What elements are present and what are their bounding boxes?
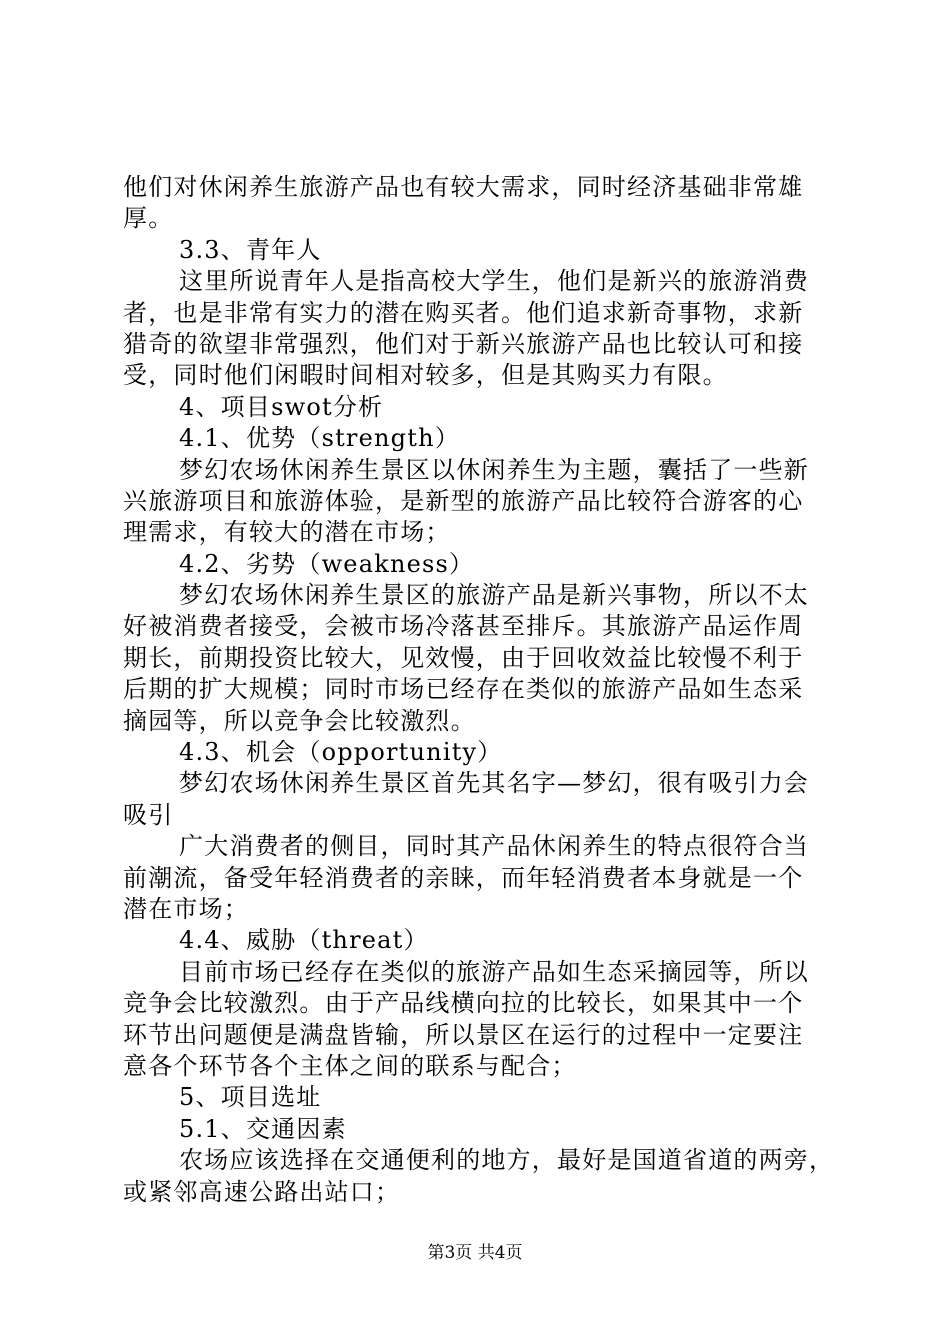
text-line: 期长，前期投资比较大，见效慢，由于回收效益比较慢不利于 [123,643,804,672]
text-line: 环节出问题便是满盘皆输，所以景区在运行的过程中一定要注 [123,1020,804,1049]
text-line: 摘园等，所以竞争会比较激烈。 [123,706,476,735]
text-line: 这里所说青年人是指高校大学生，他们是新兴的旅游消费 [179,267,809,296]
text-line: 意各个环节各个主体之间的联系与配合； [123,1051,577,1080]
text-line: 5.1、交通因素 [179,1114,347,1143]
text-line: 4.2、劣势（weakness） [179,549,475,578]
text-line: 4、项目swot分析 [179,392,384,421]
text-line: 好被消费者接受，会被市场冷落甚至排斥。其旅游产品运作周 [123,612,804,641]
text-line: 他们对休闲养生旅游产品也有较大需求，同时经济基础非常雄 [123,173,804,201]
text-line: 梦幻农场休闲养生景区首先其名字—梦幻，很有吸引力会 [179,769,809,798]
text-line: 前潮流，备受年轻消费者的亲睐，而年轻消费者本身就是一个 [123,863,804,892]
text-line: 受，同时他们闲暇时间相对较多，但是其购买力有限。 [123,361,728,390]
text-line: 4.3、机会（opportunity） [179,738,503,767]
text-line: 后期的扩大规模；同时市场已经存在类似的旅游产品如生态采 [123,675,804,704]
text-line: 者，也是非常有实力的潜在购买者。他们追求新奇事物，求新 [123,298,804,327]
text-line: 梦幻农场休闲养生景区以休闲养生为主题，囊括了一些新 [179,455,809,484]
text-line: 3.3、青年人 [179,235,322,264]
text-line: 4.4、威胁（threat） [179,926,429,955]
text-line: 吸引 [123,800,174,829]
text-line: 厚。 [123,204,174,233]
page-footer: 第3页 共4页 [427,1243,523,1263]
text-line: 竞争会比较激烈。由于产品线横向拉的比较长，如果其中一个 [123,989,804,1018]
text-line: 潜在市场； [123,894,249,923]
text-line: 广大消费者的侧目，同时其产品休闲养生的特点很符合当 [179,832,809,861]
text-line: 目前市场已经存在类似的旅游产品如生态采摘园等，所以 [179,957,809,986]
document-body [123,172,843,1208]
text-line: 兴旅游项目和旅游体验，是新型的旅游产品比较符合游客的心 [123,486,804,515]
text-line: 理需求，有较大的潜在市场； [123,518,451,547]
text-line: 农场应该选择在交通便利的地方，最好是国道省道的两旁， [179,1146,835,1175]
text-line: 或紧邻高速公路出站口； [123,1177,401,1206]
text-line: 4.1、优势（strength） [179,424,460,453]
text-line: 梦幻农场休闲养生景区的旅游产品是新兴事物，所以不太 [179,581,809,610]
text-line: 5、项目选址 [179,1083,322,1112]
text-line: 猎奇的欲望非常强烈，他们对于新兴旅游产品也比较认可和接 [123,329,804,358]
